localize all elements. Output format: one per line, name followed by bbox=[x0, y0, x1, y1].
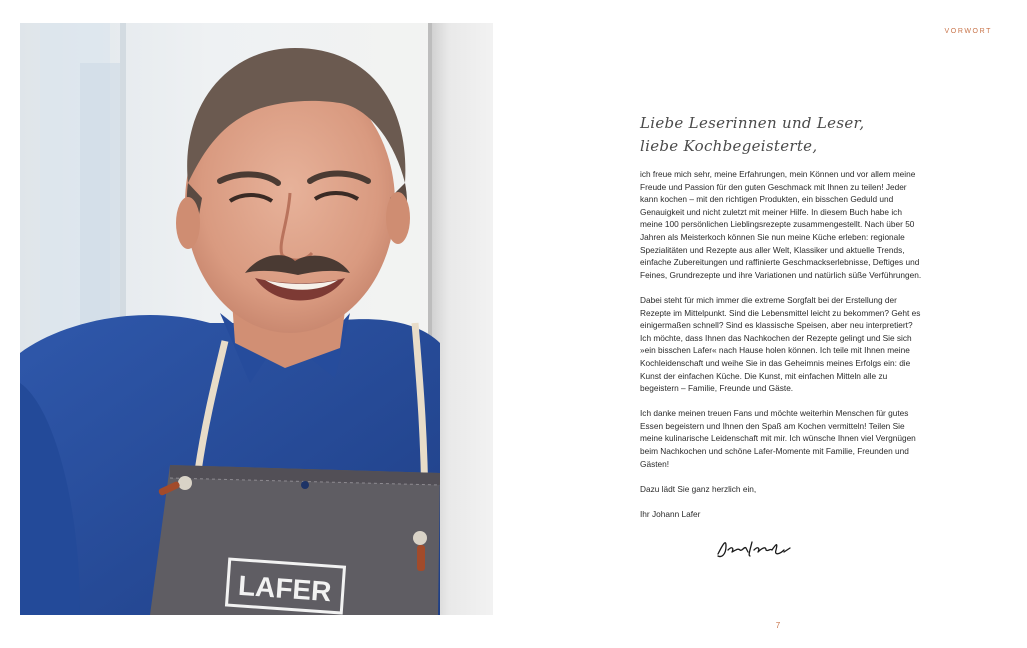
handwritten-greeting bbox=[640, 112, 880, 158]
greeting-line-2: liebe Kochbegeisterte, bbox=[640, 137, 818, 155]
paragraph: Dazu lädt Sie ganz herzlich ein, bbox=[640, 483, 757, 494]
apron-logo-text: LAFER bbox=[237, 569, 333, 608]
section-label: VORWORT bbox=[944, 28, 992, 35]
handwritten-signature bbox=[714, 536, 794, 562]
paragraph: ich freue mich sehr, meine Erfahrungen, mein Können und vor allem meine Freude und Passion für den guten Geschmack mit Ihnen zu teilen! Jeder kann kochen – mit den richtigen Produkten, ein bisschen Geduld und Genauigkeit und nicht zuletzt mit meiner Hilfe. In diesem Buch habe ich meine 100 persönlichen Lieblingsrezepte zusammengestellt. Nach über 50 Jahren als Meisterkoch können Sie nun meine Küche erleben: regionale Spezialitäten und Rezepte aus aller Welt, Klassiker und aktuelle Trends, einfache Zubereitungen und raffinierte Geschmackserlebnisse, Deftiges und Feines, Grundrezepte und ihre Variationen und natürlich süße Verführungen. bbox=[640, 169, 922, 280]
foreword-body bbox=[640, 168, 925, 533]
greeting-line-1: Liebe Leserinnen und Leser, bbox=[640, 114, 865, 132]
closing-line: Ihr Johann Lafer bbox=[640, 509, 701, 520]
paragraph: Ich danke meinen treuen Fans und möchte weiterhin Menschen für gutes Essen begeistern und Ihnen den Spaß am Kochen vermitteln! Teilen Sie meine kulinarische Leidenschaft mit mir. Ich wünsche Ihnen viel Vergnügen beim Nachkochen und schöne Lafer-Momente mit Familie, Freunden und Gästen! bbox=[640, 408, 916, 469]
paragraph: Dabei steht für mich immer die extreme Sorgfalt bei der Erstellung der Rezepte im Mittelpunkt. Sind die Lebensmittel leicht zu bekommen? Geht es einigermaßen schnell? Sind es klassische Speisen, aber neu interpretiert? Ich möchte, dass Ihnen das Nachkochen der Rezepte gelingt und Sie sich »ein bisschen Lafer« nach Hause holen können. Ich teile mit Ihnen meine Kochleidenschaft und weihe Sie in das Geheimnis meines Erfolgs ein: die Kunst der einfachen Küche. Die Kunst, mit einfachen Mitteln alle zu begeistern – Familie, Freunde und Gäste. bbox=[640, 294, 921, 394]
chef-portrait-photo bbox=[20, 23, 493, 615]
page-number: 7 bbox=[775, 621, 781, 630]
